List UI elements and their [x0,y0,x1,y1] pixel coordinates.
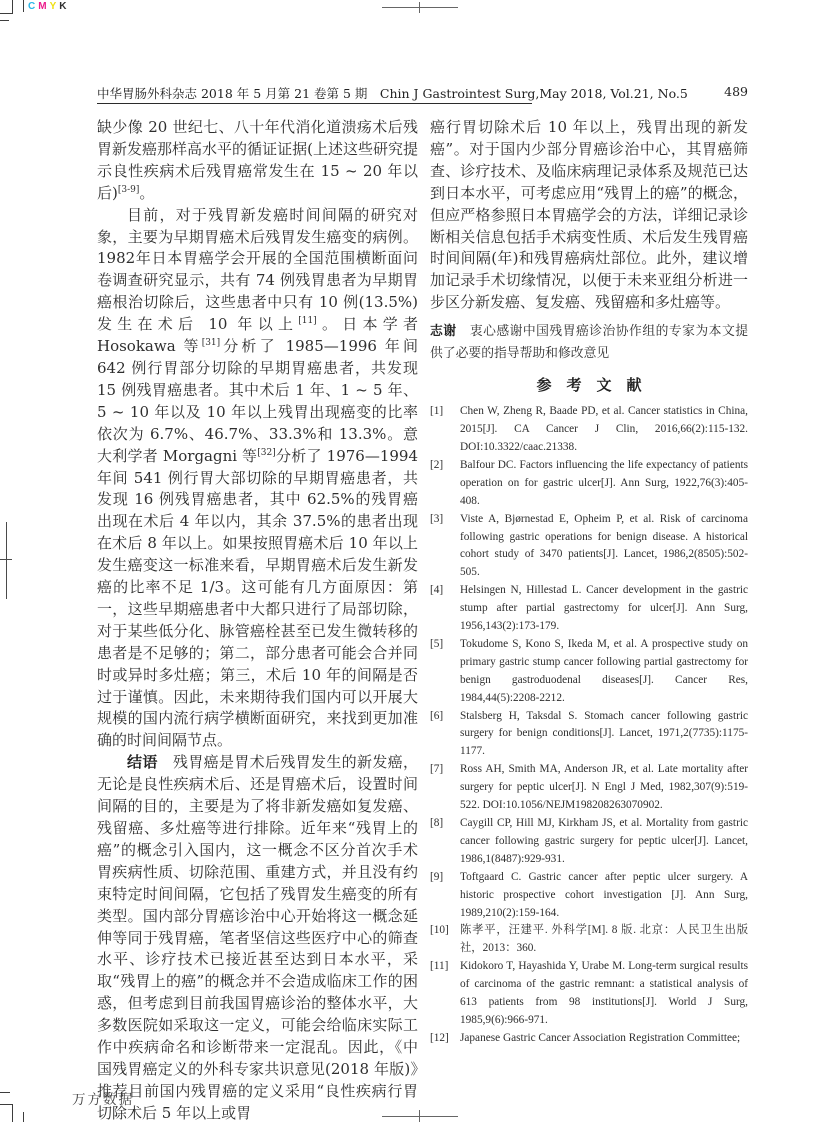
cmyk-letter-c: C [28,1,36,12]
reference-number: [6] [430,709,444,722]
left-column [97,117,418,1122]
paragraph-continuation: 缺少像 20 世纪七、八十年代消化道溃疡术后残胃新发癌那样高水平的循证证据(上述这些研究提示良性疾病术后残胃癌常发生在 15 ~ 20 年以后)[3-9]。 [97,118,418,202]
reference-item [430,1030,748,1048]
cmyk-letter-y: Y [49,1,57,12]
reference-number: [7] [430,763,444,776]
citation-superscript: [3-9] [117,184,140,195]
reference-number: [8] [430,817,444,829]
reference-number: [4] [430,584,444,597]
reference-number: [12] [430,1031,449,1044]
citation-superscript: [11] [298,316,317,327]
crop-mark-top-left-tick [23,0,24,12]
crop-mark-bottom-left-dash [0,1092,10,1093]
acknowledgement: 志谢 衷心感谢中国残胃癌诊治协作组的专家为本文提供了必要的指导帮助和修改意见 [430,324,749,361]
registration-mark-left-center-tick [0,559,12,560]
reference-item [430,457,748,511]
paragraph-conclusion: 结语 残胃癌是胃术后残胃发生的新发癌，无论是良性疾病术后、还是胃癌术后，设置时间间隔的目的，主要是为了将非新发癌如复发癌、残留癌、多灶癌等进行排除。近年来“残胃上的癌”的概念引入国内，这一概念不区分首次手术胃疾病性质、切除范围、重建方式，并且没有约束特定时间间隔，它包括了残胃发生癌变的所有类型。国内部分胃癌诊治中心开始将这一概念延伸等同于残胃癌，笔者坚信这些医疗中心的筛查水平、诊疗技术已接近甚至达到日本水平，采取“残胃上的癌”的概念并不会造成临床工作的困惑，但考虑到目前我国胃癌诊治的整体水平，大多数医院如采取这一定义，可能会给临床实际工作中疾病命名和诊断带来一定混乱。因此，《中国残胃癌定义的外科专家共识意见(2018 年版)》推荐目前国内残胃癌的定义采用“良性疾病行胃切除术后 5 年以上或胃 [97,753,418,1122]
reference-item [430,403,748,457]
paragraph-right-top: 癌行胃切除术后 10 年以上，残胃出现的新发癌”。对于国内少部分胃癌诊治中心，其胃癌筛查、诊疗技术、及临床病理记录体系及规范已达到日本水平，可考虑应用“残胃上的癌”的概念，但应严格参照日本胃癌学会的方法，详细记录诊断相关信息包括手术病变性质、术后发生残胃癌时间间隔(年)和残胃癌病灶部位。此外，建议增加记录手术切缘情况，以便于未来亚组分析进一步区分新发癌、复发癌、残留癌和多灶癌等。 [430,118,748,312]
reference-item [430,922,748,958]
reference-text: Ross AH, Smith MA, Anderson JR, et al. Late mortality after surgery for peptic ulcer[J]. N Engl J Med, 1982,307(9):519-522. DOI:10.1056/NEJM198208263070902. [460,763,748,812]
cmyk-marks [28,1,69,12]
reference-text: Tokudome S, Kono S, Ikeda M, et al. A prospective study on primary gastric stump cancer following partial gastrectomy for benign gastroduodenal diseases[J]. Cancer Res, 1984,44(5):2208-2212. [460,637,748,704]
reference-item [430,869,748,923]
registration-mark-top-center-tick [419,2,420,13]
crop-mark-top-left [0,0,13,14]
citation-superscript: [32] [257,447,276,458]
cmyk-letter-k: K [59,1,67,12]
reference-item [430,511,748,583]
registration-mark-bottom-center-tick [419,1110,420,1122]
reference-text: Stalsberg H, Taksdal S. Stomach cancer following gastric surgery for benign conditions[J]. Lancet, 1971,2(7735):1175-1177. [460,709,748,758]
wanfang-watermark: 万方数据 [72,1092,134,1108]
reference-text: Viste A, Bjørnestad E, Opheim P, et al. Risk of carcinoma following gastric operations for benign disease. A historical cohort study of 3470 patients[J]. Lancet, 1986,2(8505):502-505. [460,512,748,579]
crop-mark-bottom-left [0,1104,13,1122]
cmyk-letter-m: M [38,1,47,12]
reference-text: Caygill CP, Hill MJ, Kirkham JS, et al. Mortality from gastric cancer following gastric surgery for peptic ulcer[J]. Lancet, 1986,1(8487):929-931. [460,817,748,865]
reference-number: [5] [430,637,444,650]
reference-text: Kidokoro T, Hayashida Y, Urabe M. Long-term surgical results of carcinoma of the gastric remnant: a statistical analysis of 613 patients from 98 institutions[J]. World J Surg, 1985,9(6):966-971. [460,960,748,1026]
right-column [430,117,748,1048]
registration-mark-top-center [382,7,458,8]
reference-item [430,958,748,1030]
reference-number: [9] [430,870,444,883]
reference-text: Japanese Gastric Cancer Association Registration Committee; [460,1031,741,1044]
reference-item [430,636,748,708]
reference-item [430,708,748,762]
registration-mark-left-center [6,522,7,599]
reference-text: Helsingen N, Hillestad L. Cancer development in the gastric stump after partial gastrectomy for ulcer[J]. Ann Surg, 1956,143(2):173-179. [460,584,748,633]
reference-text: Chen W, Zheng R, Baade PD, et al. Cancer statistics in China, 2015[J]. CA Cancer J Clin, 2016,66(2):115-132. DOI:10.3322/caac.21338. [460,405,748,453]
reference-number: [1] [430,405,444,418]
references-heading: 参 考 文 献 [536,376,642,395]
reference-number: [11] [430,960,449,973]
page-number: 489 [724,84,748,99]
reference-number: [2] [430,458,444,471]
reference-number: [3] [430,512,444,525]
reference-number: [10] [430,924,449,937]
crop-mark-top-left-dash [0,20,9,21]
crop-mark-bottom-left-tick [23,1112,24,1122]
reference-item [430,761,748,815]
references-list [430,403,748,1048]
reference-text: Balfour DC. Factors influencing the life expectancy of patients operation on for gastric ulcer[J]. Ann Surg, 1922,76(3):405-408. [460,458,748,507]
paragraph-research-interval: 目前，对于残胃新发癌时间间隔的研究对象，主要为早期胃癌术后残胃发生癌变的病例。1982年日本胃癌学会开展的全国范围横断面问卷调查研究显示，共有 74 例残胃患者为早期胃癌根治切除后，这些患者中只有 10 例(13.5%)发生在术后 10 年以上[11]。日本学者 Hosokawa 等[31]分析了 1985—1996 年间 642 例行胃部分切除的早期胃癌患者，共发现 15 例残胃癌患者。其中术后 1 年、1 ~ 5 年、5 ~ 10 年以及 10 年以上残胃出现癌变的比率依次为 6.7%、46.7%、33.3%和 13.3%。意大利学者 Morgagni 等[32]分析了 1976—1994 年间 541 例行胃大部切除的早期胃癌患者，共发现 16 例残胃癌患者，其中 62.5%的残胃癌出现在术后 4 年以内，其余 37.5%的患者出现在术后 8 年以上。如果按照胃癌术后 10 年以上发生癌变这一标准来看，早期胃癌术后发生新发癌的比率不足 1/3。这可能有几方面原因：第一，这些早期癌患者中大都只进行了局部切除，对于某些低分化、脉管癌栓甚至已发生微转移的患者是不足够的；第二，部分患者可能会合并同时或异时多灶癌；第三，术后 10 年的间隔是否过于谨慎。因此，未来期待我们国内可以开展大规模的国内流行病学横断面研究，来找到更加准确的时间间隔节点。 [97,205,419,750]
header-rule [97,103,532,104]
reference-text: 陈孝平，汪建平. 外科学[M]. 8 版. 北京：人民卫生出版社，2013：360. [460,924,748,955]
journal-header: 中华胃肠外科杂志 2018 年 5 月第 21 卷第 5 期 Chin J Gastrointest Surg,May 2018, Vol.21, No.5 [97,86,688,101]
reference-item [430,815,748,869]
reference-text: Toftgaard C. Gastric cancer after peptic ulcer surgery. A historic prospective cohort investigation [J]. Ann Surg, 1989,210(2):159-164. [460,870,748,919]
citation-superscript: [31] [201,338,221,349]
reference-item [430,582,748,636]
